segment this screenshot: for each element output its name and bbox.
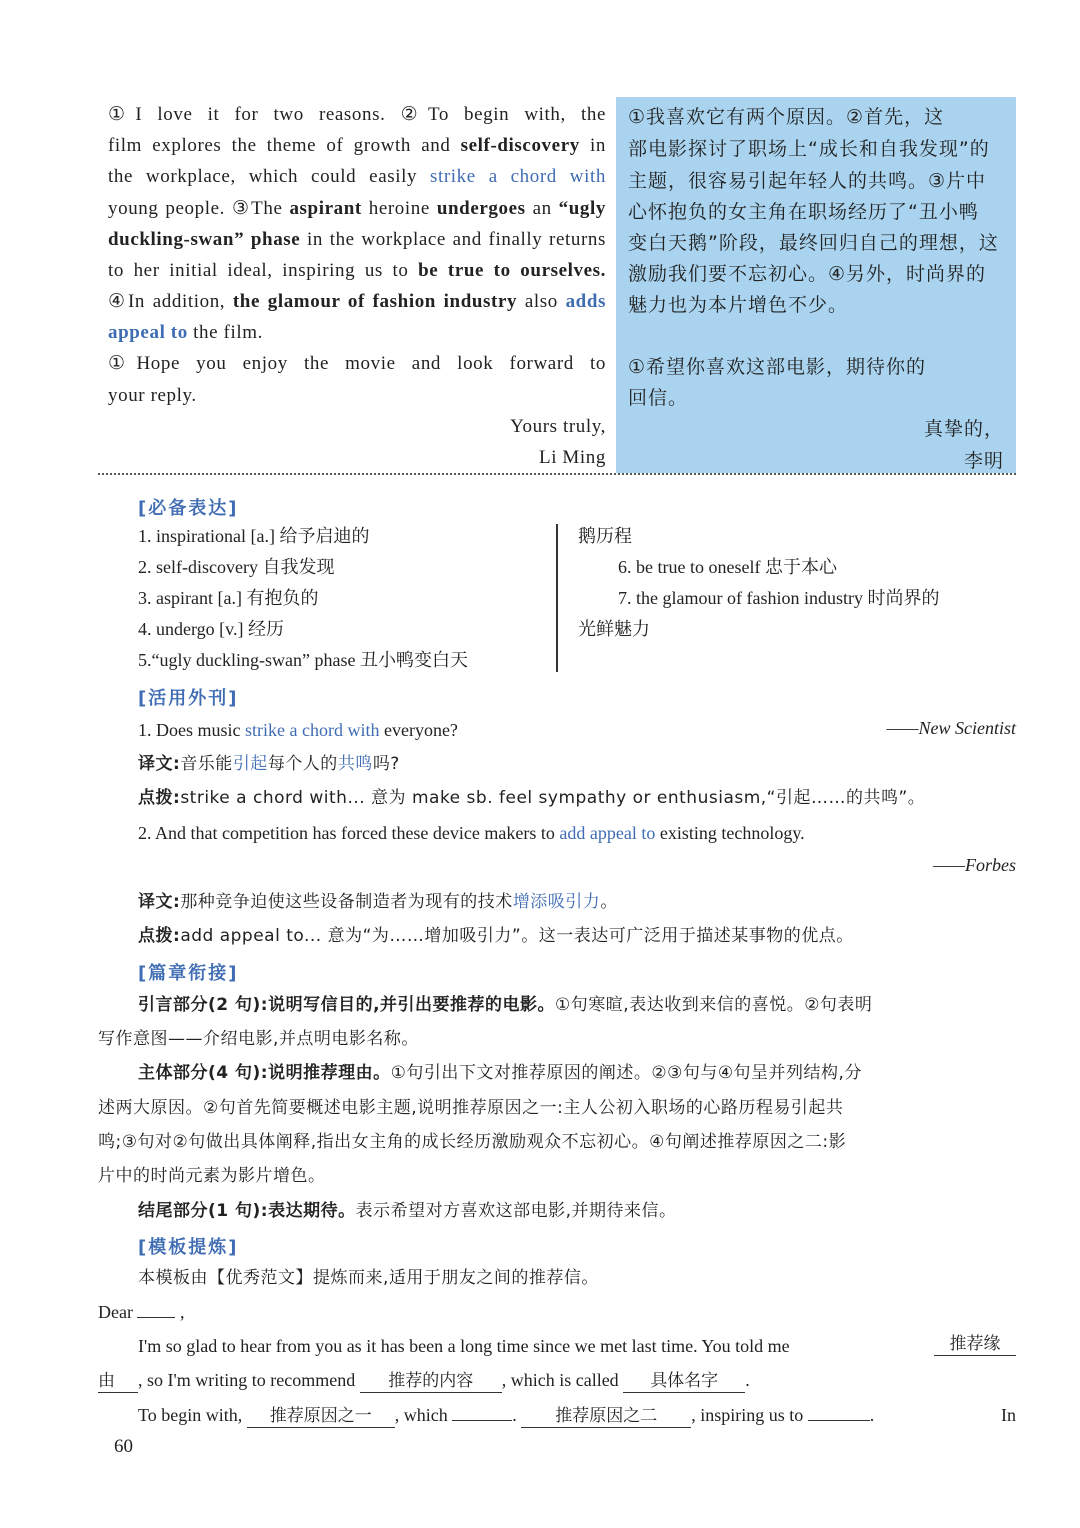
translation-line: 部电影探讨了职场上“成长和自我发现”的 <box>628 138 990 160</box>
translation-line: 主题，很容易引起年轻人的共鸣。③片中 <box>628 170 987 192</box>
letter-line: your reply. <box>108 385 197 406</box>
page-number: 60 <box>114 1436 133 1457</box>
section-title-structure: [篇章衔接] <box>138 963 239 984</box>
expression-item: 4. undergo [v.] 经历 <box>138 619 284 639</box>
translation-closing: 真挚的， <box>923 418 1004 440</box>
section-title-template: [模板提炼] <box>138 1237 239 1258</box>
structure-body-line-2: 述两大原因。②句首先简要概述电影主题,说明推荐原因之一:主人公初入职场的心路历程易引起共 <box>98 1098 844 1118</box>
expression-item: 光鲜魅力 <box>578 619 650 639</box>
expression-item: 7. the glamour of fashion industry 时尚界的 <box>618 588 940 608</box>
letter-line: ④In addition, the glamour of fashion industry also adds <box>108 291 606 312</box>
usage-tip-2: 点拨:add appeal to... 意为“为……增加吸引力”。这一表达可广泛用于描述某事物的优点。 <box>138 926 854 946</box>
translation-line: 魅力也为本片增色不少。 <box>628 294 849 316</box>
expression-item: 5.“ugly duckling-swan” phase 丑小鸭变白天 <box>138 650 468 670</box>
template-line-2: 由 , so I'm writing to recommend 推荐的内容 , which is called 具体名字 . <box>98 1370 750 1391</box>
translation-line: 心怀抱负的女主角在职场经历了“丑小鸭 <box>628 201 979 223</box>
letter-line: duckling-swan” phase in the workplace and finally returns <box>108 229 606 250</box>
translation-line: 变白天鹅”阶段，最终回归自己的理想，这 <box>628 232 999 254</box>
usage-source-2: ——Forbes <box>932 855 1016 875</box>
structure-ending-line: 结尾部分(1 句):表达期待。表示希望对方喜欢这部电影,并期待来信。 <box>138 1201 677 1221</box>
template-line-1: I'm so glad to hear from you as it has been a long time since we met last time. You told me <box>138 1336 790 1356</box>
column-divider <box>556 524 558 672</box>
expression-item: 6. be true to oneself 忠于本心 <box>618 557 837 577</box>
expression-item: 鹅历程 <box>578 526 632 546</box>
section-title-expressions: [必备表达] <box>138 498 239 519</box>
translation-box <box>616 97 1016 473</box>
template-intro: 本模板由【优秀范文】提炼而来,适用于朋友之间的推荐信。 <box>138 1268 599 1288</box>
translation-line: 激励我们要不忘初心。④另外，时尚界的 <box>628 263 987 285</box>
structure-intro-line-1: 引言部分(2 句):说明写信目的,并引出要推荐的电影。①句寒暄,表达收到来信的喜悦。②句表明 <box>138 995 873 1015</box>
structure-intro-line-2: 写作意图——介绍电影,并点明电影名称。 <box>98 1029 419 1049</box>
template-salutation: Dear , <box>98 1302 185 1322</box>
section-title-usage: [活用外刊] <box>138 688 239 709</box>
letter-line: to her initial ideal, inspiring us to be true to ourselves. <box>108 260 606 281</box>
expression-item: 2. self-discovery 自我发现 <box>138 557 335 577</box>
section-divider <box>98 473 1016 475</box>
letter-line: ①I love it for two reasons. ②To begin with, the <box>108 104 606 125</box>
translation-line: ①我喜欢它有两个原因。②首先，这 <box>628 106 945 128</box>
usage-example-1: 1. Does music strike a chord with everyone? <box>138 720 458 740</box>
expression-item: 1. inspirational [a.] 给予启迪的 <box>138 526 370 546</box>
structure-body-line-3: 鸣;③句对②句做出具体阐释,指出女主角的成长经历激励观众不忘初心。④句阐述推荐原因之二:影 <box>98 1132 847 1152</box>
template-line-3: To begin with, 推荐原因之一 , which . 推荐原因之二 , inspiring us to . <box>138 1405 875 1426</box>
letter-line: young people. ③The aspirant heroine undergoes an “ugly <box>108 198 606 219</box>
template-line-3-end: In <box>1001 1405 1016 1425</box>
translation-line: 回信。 <box>628 387 689 409</box>
blank-reason: 推荐缘 <box>934 1333 1016 1356</box>
usage-translation-2: 译文:那种竞争迫使这些设备制造者为现有的技术增添吸引力。 <box>138 892 618 912</box>
usage-tip-1: 点拨:strike a chord with... 意为 make sb. feel sympathy or enthusiasm,“引起……的共鸣”。 <box>138 788 926 808</box>
structure-body-line-1: 主体部分(4 句):说明推荐理由。①句引出下文对推荐原因的阐述。②③句与④句呈并列结构,分 <box>138 1063 862 1083</box>
letter-line: film explores the theme of growth and self-discovery in <box>108 135 606 156</box>
structure-body-line-4: 片中的时尚元素为影片增色。 <box>98 1166 326 1186</box>
letter-line: ①Hope you enjoy the movie and look forward to <box>108 353 606 374</box>
letter-signature: Li Ming <box>538 447 606 468</box>
expression-item: 3. aspirant [a.] 有抱负的 <box>138 588 319 608</box>
usage-translation-1: 译文:音乐能引起每个人的共鸣吗? <box>138 754 400 774</box>
usage-example-2: 2. And that competition has forced these device makers to add appeal to existing technology. <box>138 823 805 843</box>
letter-closing: Yours truly, <box>510 416 606 437</box>
translation-signature: 李明 <box>963 450 1004 472</box>
usage-source-1: ——New Scientist <box>886 718 1016 738</box>
translation-line: ①希望你喜欢这部电影，期待你的 <box>628 356 927 378</box>
letter-line: appeal to the film. <box>108 322 263 343</box>
letter-line: the workplace, which could easily strike a chord with <box>108 166 606 187</box>
